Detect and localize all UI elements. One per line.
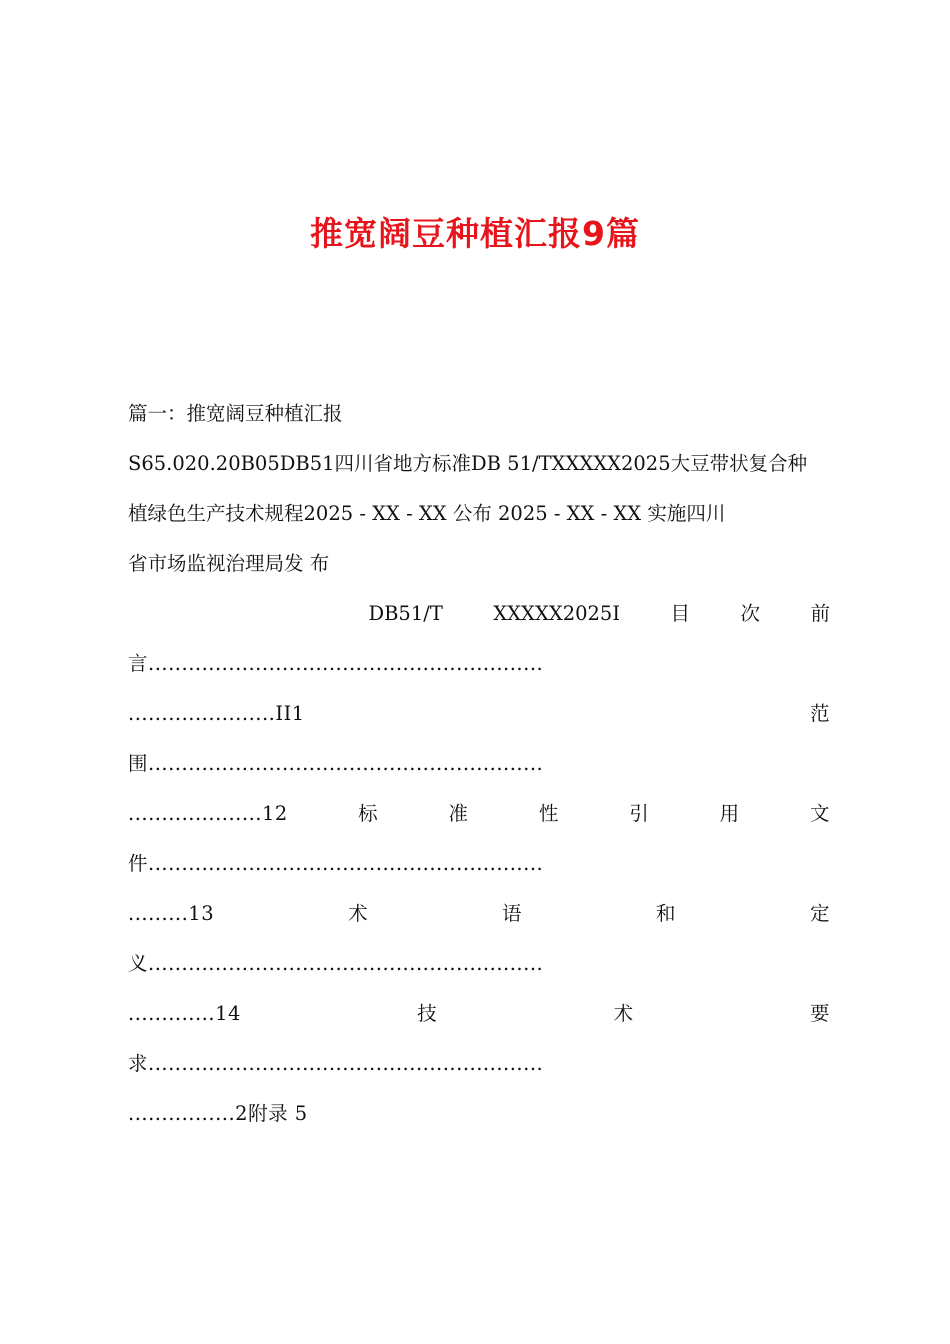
- toc-text: 要: [809, 1002, 830, 1025]
- toc-text: 范: [809, 702, 830, 725]
- toc-text: 次: [740, 602, 761, 625]
- toc-text: 术: [348, 902, 369, 925]
- toc-line: [128, 898, 830, 948]
- toc-text: 用: [719, 802, 740, 825]
- paragraph-text: S65.020.20B05DB51四川省地方标准DB 51/TXXXXX2025大豆带状复合种: [128, 452, 808, 475]
- document-title: 推宽阔豆种植汇报9篇: [310, 214, 640, 253]
- toc-text: 引: [629, 802, 650, 825]
- toc-text: .............14: [128, 1002, 241, 1025]
- toc-text: 准: [448, 802, 469, 825]
- toc-text: 性: [538, 802, 559, 825]
- toc-line: 言...........................................................: [128, 652, 544, 675]
- toc-text: .........13: [128, 902, 215, 925]
- toc-line: ................2附录 5: [128, 1102, 308, 1125]
- toc-line: [128, 998, 830, 1048]
- toc-text: 术: [613, 1002, 634, 1025]
- toc-text: 前: [810, 602, 830, 625]
- toc-text: 标: [358, 802, 379, 825]
- toc-line: 围...........................................................: [128, 752, 544, 775]
- toc-text: 技: [417, 1002, 438, 1025]
- toc-text: 语: [502, 902, 523, 925]
- toc-text: ....................12: [128, 802, 288, 825]
- toc-line: 件...........................................................: [128, 852, 544, 875]
- toc-text: 和: [656, 902, 677, 925]
- toc-line: 求...........................................................: [128, 1052, 544, 1075]
- section-heading: 篇一：推宽阔豆种植汇报: [128, 402, 343, 425]
- toc-text: 定: [809, 902, 830, 925]
- toc-line: [128, 598, 830, 648]
- paragraph-line: [128, 448, 830, 498]
- paragraph-line: 省市场监视治理局发 布: [128, 552, 330, 575]
- toc-line: 义...........................................................: [128, 952, 544, 975]
- document-body: [128, 398, 830, 1148]
- toc-line: [128, 698, 830, 748]
- toc-text: DB51/T: [368, 602, 443, 625]
- paragraph-line: 植绿色生产技术规程2025 - XX - XX 公布 2025 - XX - XX 实施四川: [128, 502, 726, 525]
- toc-text: 目: [670, 602, 691, 625]
- toc-line: [128, 798, 830, 848]
- toc-text: 文: [809, 802, 830, 825]
- toc-text: XXXXX2025I: [493, 602, 621, 625]
- toc-spacer: [128, 598, 318, 648]
- toc-text: ......................II1: [128, 702, 305, 725]
